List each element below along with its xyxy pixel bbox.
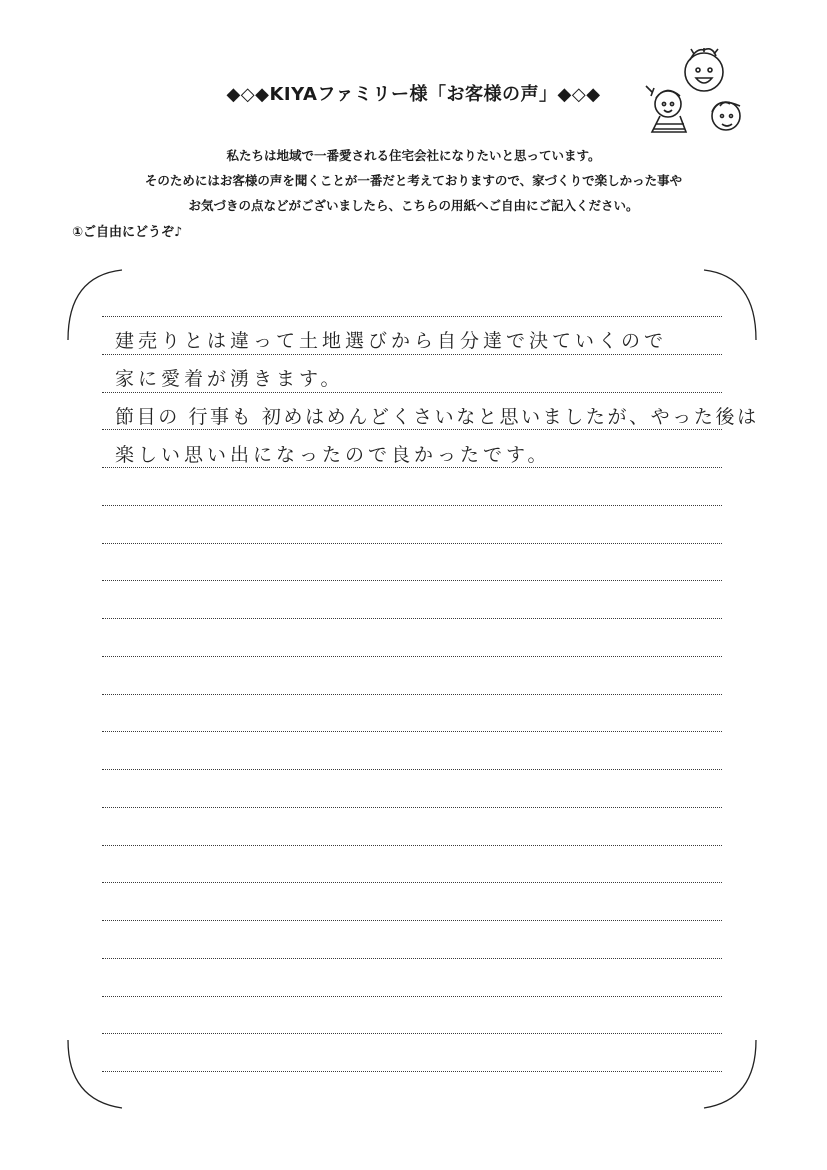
- writing-line: [102, 354, 722, 355]
- writing-line: [102, 1033, 722, 1034]
- writing-line: [102, 580, 722, 581]
- writing-line: [102, 769, 722, 770]
- writing-line: [102, 694, 722, 695]
- intro-line-1: 私たちは地域で一番愛される住宅会社になりたいと思っています。: [226, 148, 601, 163]
- writing-line: [102, 958, 722, 959]
- writing-line: [102, 316, 722, 317]
- writing-line: [102, 882, 722, 883]
- family-faces-icon: [634, 48, 764, 140]
- writing-line: [102, 996, 722, 997]
- free-comment-prompt: ①ご自由にどうぞ♪: [72, 225, 183, 240]
- writing-line: [102, 505, 722, 506]
- handwritten-line: 楽しい思い出になったので良かったです。: [115, 444, 551, 466]
- writing-line: [102, 429, 722, 430]
- writing-line: [102, 845, 722, 846]
- writing-line: [102, 807, 722, 808]
- writing-line: [102, 467, 722, 468]
- intro-line-2: そのためにはお客様の声を聞くことが一番だと考えておりますので、家づくりで楽しかった事や: [144, 173, 683, 188]
- writing-line: [102, 392, 722, 393]
- writing-line: [102, 618, 722, 619]
- handwritten-line: 建売りとは違って土地選びから自分達で決ていくので: [115, 330, 668, 352]
- writing-line: [102, 543, 722, 544]
- writing-line: [102, 731, 722, 732]
- writing-line: [102, 656, 722, 657]
- intro-line-3: お気づきの点などがございましたら、こちらの用紙へご自由にご記入ください。: [188, 198, 639, 213]
- writing-line: [102, 1071, 722, 1072]
- handwritten-line: 節目の 行事も 初めはめんどくさいなと思いましたが、やった後は: [115, 406, 759, 428]
- handwritten-line: 家に愛着が湧きます。: [115, 368, 344, 390]
- writing-line: [102, 920, 722, 921]
- page-title: ◆◇◆KIYAファミリー様「お客様の声」◆◇◆: [226, 84, 601, 105]
